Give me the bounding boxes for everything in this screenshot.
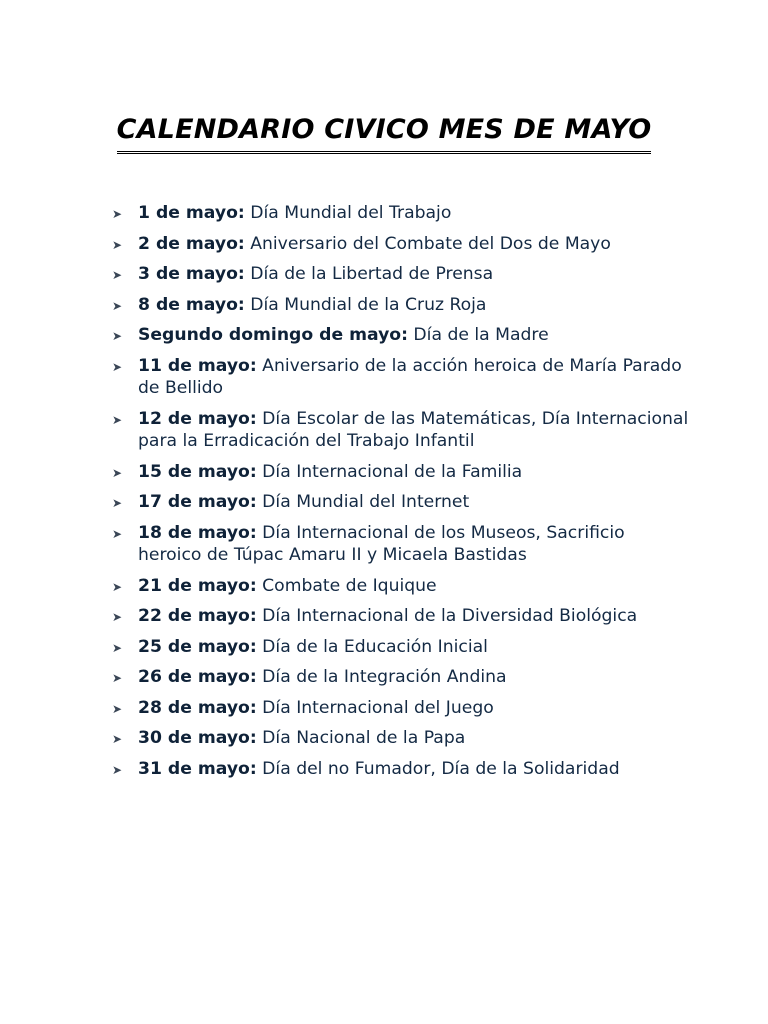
- event-description: Día Mundial del Internet: [256, 492, 470, 512]
- event-date: 2 de mayo:: [138, 233, 245, 254]
- list-item: [112, 324, 692, 347]
- list-item: [112, 697, 692, 720]
- event-description: Día Mundial del Trabajo: [244, 203, 452, 223]
- list-item: [112, 666, 692, 689]
- arrow-right-bullet-icon: ➤: [112, 610, 123, 624]
- event-date: 1 de mayo:: [138, 203, 245, 223]
- event-description: Día Mundial de la Cruz Roja: [244, 294, 487, 315]
- event-description: Aniversario de la acción heroica de María Parado de Bellido: [138, 355, 682, 398]
- list-item: [112, 727, 692, 750]
- event-description: Día Internacional del Juego: [256, 697, 494, 718]
- event-date: 11 de mayo:: [138, 355, 257, 376]
- event-date: Segundo domingo de mayo:: [138, 325, 408, 345]
- event-description: Día Nacional de la Papa: [256, 728, 466, 748]
- arrow-right-bullet-icon: ➤: [112, 268, 123, 282]
- event-date: 21 de mayo:: [138, 575, 257, 596]
- arrow-right-bullet-icon: ➤: [112, 496, 123, 510]
- list-item: [112, 263, 692, 286]
- arrow-right-bullet-icon: ➤: [112, 579, 123, 594]
- event-list: [112, 202, 692, 788]
- event-description: Día Internacional de la Familia: [256, 461, 523, 482]
- arrow-right-bullet-icon: ➤: [112, 359, 123, 374]
- page-title-text: CALENDARIO CIVICO MES DE MAYO: [117, 112, 652, 154]
- arrow-right-bullet-icon: ➤: [112, 329, 123, 343]
- event-date: 17 de mayo:: [138, 492, 257, 512]
- event-description: Día de la Libertad de Prensa: [244, 264, 494, 284]
- event-date: 3 de mayo:: [138, 264, 245, 284]
- arrow-right-bullet-icon: ➤: [112, 640, 123, 655]
- list-item: [112, 294, 692, 317]
- arrow-right-bullet-icon: ➤: [112, 762, 123, 777]
- event-description: Día Escolar de las Matemáticas, Día Internacional para la Erradicación del Trabajo Infantil: [138, 408, 689, 451]
- arrow-right-bullet-icon: ➤: [112, 412, 123, 427]
- list-item: [112, 233, 692, 256]
- list-item: [112, 491, 692, 514]
- event-description: Día de la Madre: [407, 325, 549, 345]
- list-item: [112, 575, 692, 598]
- arrow-right-bullet-icon: ➤: [112, 526, 123, 541]
- arrow-right-bullet-icon: ➤: [112, 237, 123, 252]
- arrow-right-bullet-icon: ➤: [112, 671, 123, 685]
- event-description: Día Internacional de los Museos, Sacrificio heroico de Túpac Amaru II y Micaela Bastidas: [138, 522, 625, 565]
- list-item: [112, 408, 692, 453]
- arrow-right-bullet-icon: ➤: [112, 298, 123, 313]
- arrow-right-bullet-icon: ➤: [112, 207, 123, 221]
- event-description: Combate de Iquique: [256, 575, 437, 596]
- event-description: Aniversario del Combate del Dos de Mayo: [244, 233, 611, 254]
- list-item: [112, 522, 692, 567]
- event-date: 31 de mayo:: [138, 758, 257, 779]
- event-date: 15 de mayo:: [138, 461, 257, 482]
- list-item: [112, 636, 692, 659]
- event-description: Día Internacional de la Diversidad Biológica: [256, 606, 638, 626]
- arrow-right-bullet-icon: ➤: [112, 465, 123, 480]
- event-date: 26 de mayo:: [138, 667, 257, 687]
- list-item: [112, 461, 692, 484]
- list-item: [112, 605, 692, 628]
- event-description: Día de la Educación Inicial: [256, 636, 488, 657]
- arrow-right-bullet-icon: ➤: [112, 732, 123, 746]
- event-description: Día de la Integración Andina: [256, 667, 507, 687]
- event-date: 12 de mayo:: [138, 408, 257, 429]
- event-date: 25 de mayo:: [138, 636, 257, 657]
- page-title: [0, 112, 768, 154]
- event-date: 30 de mayo:: [138, 728, 257, 748]
- event-description: Día del no Fumador, Día de la Solidaridad: [256, 758, 620, 779]
- arrow-right-bullet-icon: ➤: [112, 701, 123, 716]
- event-date: 18 de mayo:: [138, 522, 257, 543]
- list-item: [112, 202, 692, 225]
- event-date: 22 de mayo:: [138, 606, 257, 626]
- list-item: [112, 355, 692, 400]
- event-date: 8 de mayo:: [138, 294, 245, 315]
- list-item: [112, 758, 692, 781]
- event-date: 28 de mayo:: [138, 697, 257, 718]
